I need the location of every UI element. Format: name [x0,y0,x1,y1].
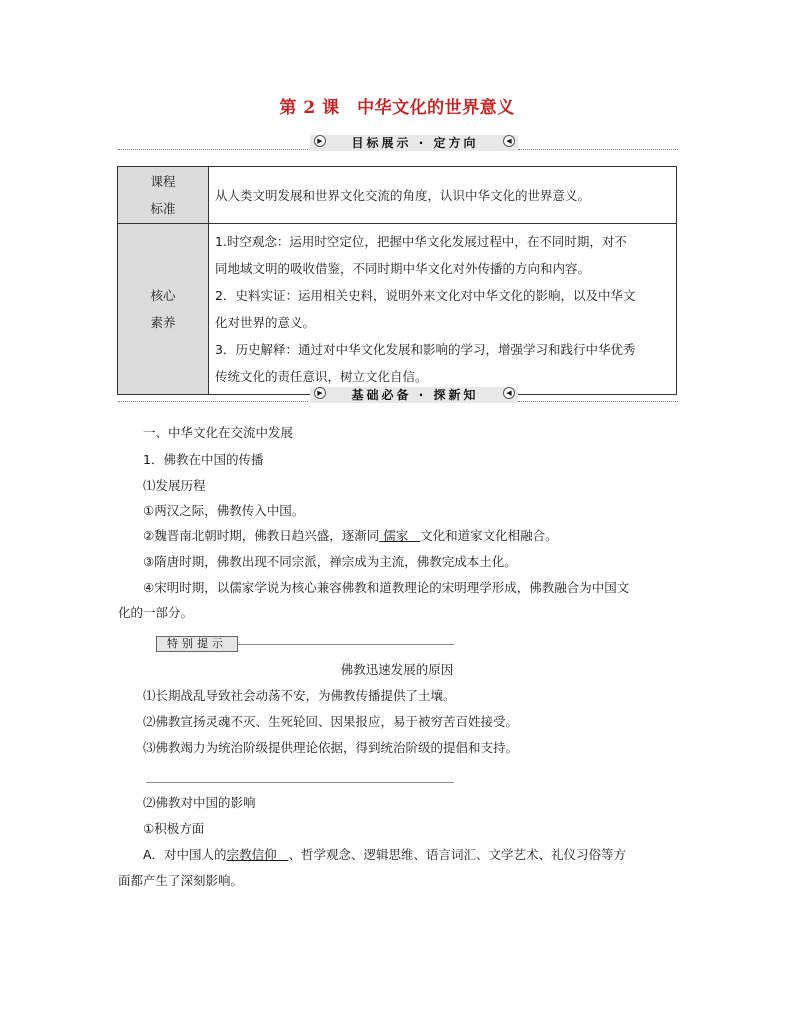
paragraph: ④宋明时期，以儒家学说为核心兼容佛教和道教理论的宋明理学形成，佛教融合为中国文 [143,580,630,595]
right-arrow-icon: ▶ [314,387,326,399]
core-literacy-text: 1.时空观念：运用时空定位，把握中华文化发展过程中，在不同时期，对不 同地域文明的吸收借鉴，不同时期中华文化对外传播的方向和内容。 2．史料实证：运用相关史料，说明外来文化对中华文化的影响，以及中华文 化对世界的意义。 3．历史解释：通过对中华文化发展和影响的学习，增强学习和践行中华优秀 传统文化的责任意识，树立文化自信。 [209,224,677,395]
paragraph: ③隋唐时期，佛教出现不同宗派，禅宗成为主流，佛教完成本土化。 [143,554,517,569]
tip-title: 佛教迅速发展的原因 [340,662,454,677]
banner-label: 目标展示 · 定方向 [351,136,479,150]
left-arrow-icon: ◀ [503,135,515,147]
special-tip-label: 特别提示 [156,636,238,652]
divider [146,782,454,783]
fill-blank-answer: 儒家 [383,528,409,543]
paragraph: 面都产生了深刻影响。 [118,873,244,888]
paragraph: ②魏晋南北朝时期，佛教日趋兴盛，逐渐同 儒家 文化和道家文化相融合。 [143,528,558,543]
section-banner-basics [118,383,678,405]
dotted-divider [118,149,308,150]
paragraph: ①两汉之际，佛教传入中国。 [143,503,305,518]
section-banner-objectives [118,131,678,153]
tip-item: ⑵佛教宣扬灵魂不灭、生死轮回、因果报应，易于被穷苦百姓接受。 [143,714,519,729]
subheading: ⑴发展历程 [143,478,206,493]
row-header-curriculum: 课程 标准 [118,167,209,224]
paragraph: 化的一部分。 [118,605,194,620]
section-heading: 一、中华文化在交流中发展 [143,425,294,440]
table-row [118,224,677,395]
dotted-divider [518,401,678,402]
lesson-title: 第 2 课 中华文化的世界意义 [279,98,515,118]
right-arrow-icon: ▶ [314,135,326,147]
special-tip-header [146,636,454,652]
banner-label: 基础必备 · 探新知 [351,388,479,402]
subheading: ①积极方面 [143,821,205,836]
table-row [118,167,677,224]
row-header-core-literacy: 核心 素养 [118,224,209,395]
paragraph: A．对中国人的宗教信仰 、哲学观念、逻辑思维、语言词汇、文学艺术、礼仪习俗等方 [143,847,627,862]
fill-blank-answer: 宗教信仰 [226,847,277,862]
dotted-divider [518,149,678,150]
divider [238,644,454,645]
objectives-table [117,166,677,395]
dotted-divider [118,401,308,402]
left-arrow-icon: ◀ [503,387,515,399]
tip-item: ⑶佛教竭力为统治阶级提供理论依据，得到统治阶级的提倡和支持。 [143,740,519,755]
subsection-heading: 1．佛教在中国的传播 [143,452,264,467]
tip-item: ⑴长期战乱导致社会动荡不安，为佛教传播提供了土壤。 [143,688,456,703]
subheading: ⑵佛教对中国的影响 [143,795,256,810]
curriculum-standard-text: 从人类文明发展和世界文化交流的角度，认识中华文化的世界意义。 [209,167,677,224]
